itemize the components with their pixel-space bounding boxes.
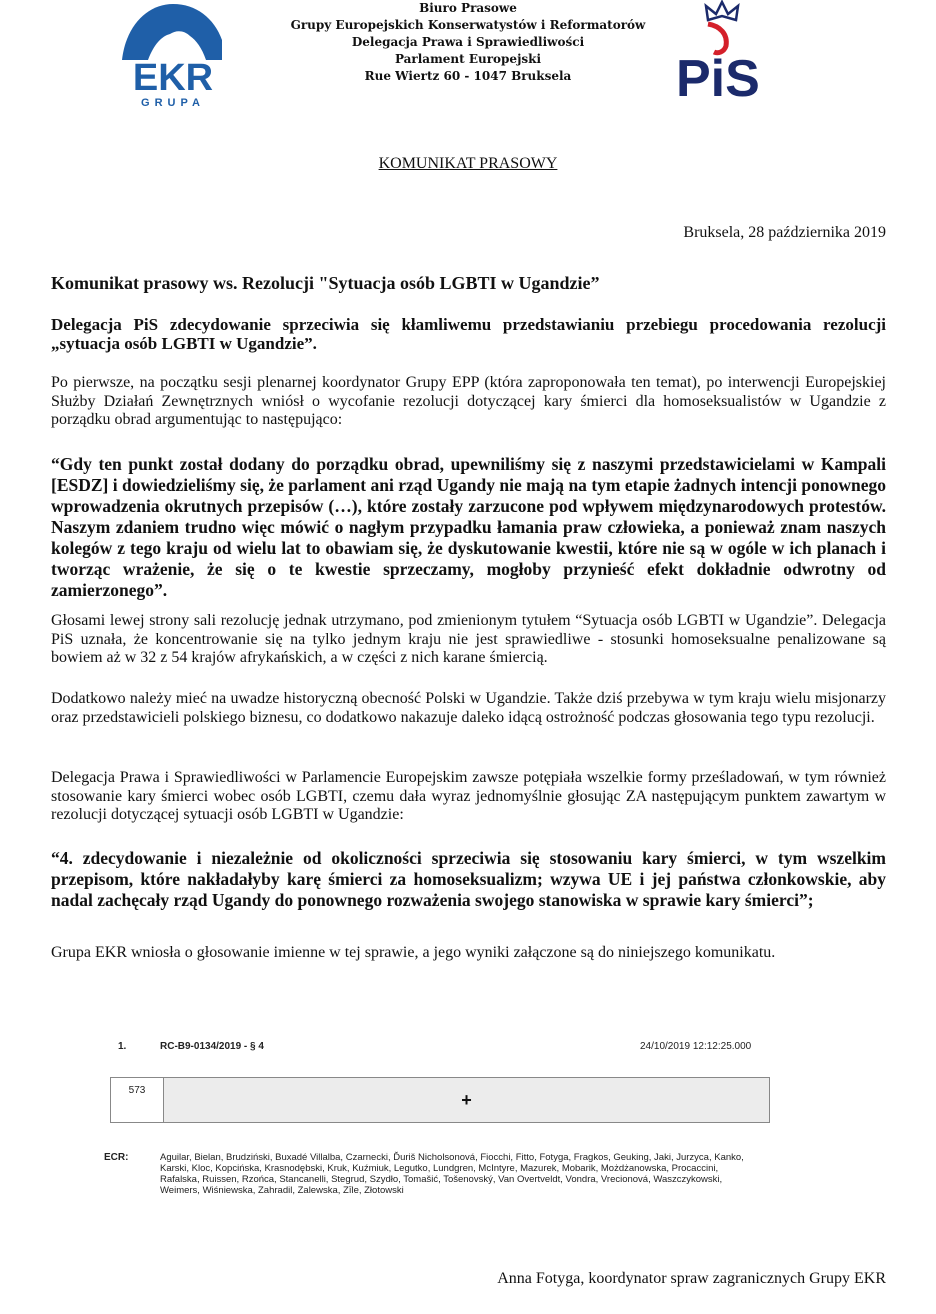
body-paragraph: Grupa EKR wniosła o głosowanie imienne w tej sprawie, a jego wyniki załączone są do niniejszego komunikatu. bbox=[51, 944, 776, 961]
vote-result-box bbox=[110, 1077, 770, 1123]
document-title: Komunikat prasowy ws. Rezolucji "Sytuacja osób LGBTI w Ugandzie” bbox=[51, 273, 600, 293]
body-paragraph: Głosami lewej strony sali rezolucję jednak utrzymano, pod zmienionym tytułem “Sytuacja osób LGBTI w Ugandzie”. Delegacja PiS uznała, że koncentrowanie się na tylko jednym kraju nie jest sprawiedliwe - stosunki homoseksualne penalizowane są bowiem aż w 32 z 54 krajów afrykańskich, a w części z nich karane śmiercią. bbox=[51, 612, 886, 666]
press-office-header bbox=[250, 0, 686, 85]
vote-group-label: ECR: bbox=[104, 1152, 129, 1163]
header-line: Parlament Europejski bbox=[394, 52, 542, 66]
vote-number: 1. bbox=[118, 1041, 127, 1052]
vote-reference: RC-B9-0134/2019 - § 4 bbox=[160, 1041, 264, 1052]
ekr-logo-subtext: GRUPA bbox=[141, 97, 205, 109]
vote-count: 573 bbox=[111, 1078, 164, 1122]
vote-group-members: Aguilar, Bielan, Brudziński, Buxadé Villalba, Czarnecki, Ďuriš Nicholsonová, Fiocchi, Fitto, Fotyga, Fragkos, Geuking, Jaki, Jurzyca, Kanko, Karski, Kloc, Kopcińska, Krasnodębski, Kruk, Kuźmiuk, Legutko, Lundgren, McIntyre, Mazurek, Mobarik, Możdżanowska, Procaccini, Rafalska, Ruissen, Rzońca, Stancanelli, Stegrud, Szydło, Tomašić, Tošenovský, Van Overtveldt, Vondra, Vrecionová, Waszczykowski, Weimers, Wiśniewska, Zahradil, Zalewska, Zīle, Złotowski bbox=[160, 1152, 744, 1196]
document-date: Bruksela, 28 października 2019 bbox=[683, 224, 886, 241]
signature: Anna Fotyga, koordynator spraw zagranicznych Grupy EKR bbox=[497, 1270, 886, 1287]
pis-logo bbox=[668, 0, 774, 104]
ekr-logo-text: EKR bbox=[132, 57, 214, 99]
ekr-logo bbox=[118, 0, 228, 110]
quote-paragraph: “4. zdecydowanie i niezależnie od okoliczności sprzeciwia się stosowaniu kary śmierci, w tym wszelkim przepisom, które nakładałyby karę śmierci za homoseksualizm; wzywa UE i jej państwa członkowskie, aby nadal zachęcały rząd Ugandy do ponownego rozważenia swojego stanowiska w sprawie kary śmierci”; bbox=[51, 848, 886, 910]
document-type: KOMUNIKAT PRASOWY bbox=[378, 155, 558, 172]
pis-logo-text: PiS bbox=[676, 50, 760, 104]
quote-paragraph: “Gdy ten punkt został dodany do porządku obrad, upewniliśmy się z naszymi przedstawicielami w Kampali [ESDZ] i dowiedzieliśmy się, że parlament ani rząd Ugandy nie mają na tym etapie żadnych intencji ponownego wprowadzenia okrutnych przepisów (…), które zostały zarzucone pod wpływem międzynarodowych protestów. Naszym zdaniem trudno więc mówić o nagłym przypadku łamania praw człowieka, a ponieważ znam naszych kolegów z tego kraju od wielu lat to obawiam się, że dyskutowanie kwestii, które nie są w ogóle w ich planach i tworząc wrażenie, że się o te kwestie sprzeczamy, mogłoby przynieść efekt dokładnie odwrotny od zamierzonego”. bbox=[51, 454, 886, 600]
lead-paragraph: Delegacja PiS zdecydowanie sprzeciwia się kłamliwemu przedstawianiu przebiegu procedowania rezolucji „sytuacja osób LGBTI w Ugandzie”. bbox=[51, 315, 886, 353]
body-paragraph: Delegacja Prawa i Sprawiedliwości w Parlamencie Europejskim zawsze potępiała wszelkie formy prześladowań, w tym również stosowanie kary śmierci wobec osób LGBTI, czemu dała wyraz jednomyślnie głosując ZA następującym punktem zawartym w rezolucji dotyczącej sytuacji osób LGBTI w Ugandzie: bbox=[51, 769, 886, 823]
header-line: Biuro Prasowe bbox=[419, 1, 517, 15]
vote-timestamp: 24/10/2019 12:12:25.000 bbox=[640, 1041, 752, 1052]
header-line: Rue Wiertz 60 - 1047 Bruksela bbox=[364, 69, 572, 83]
body-paragraph: Po pierwsze, na początku sesji plenarnej koordynator Grupy EPP (która zaproponowała ten temat), po interwencji Europejskiej Służby Działań Zewnętrznych wniósł o wycofanie rezolucji dotyczącej kary śmierci dla homoseksualistów w Ugandzie z porządku obrad argumentując to następująco: bbox=[51, 374, 886, 428]
vote-result-sign: + bbox=[164, 1078, 769, 1122]
header-line: Delegacja Prawa i Sprawiedliwości bbox=[351, 35, 585, 49]
header-line: Grupy Europejskich Konserwatystów i Reformatorów bbox=[290, 18, 646, 32]
body-paragraph: Dodatkowo należy mieć na uwadze historyczną obecność Polski w Ugandzie. Także dziś przebywa w tym kraju wielu misjonarzy oraz przedstawicieli polskiego biznesu, co dodatkowo nakazuje daleko idącą ostrożność podczas głosowania tego typu rezolucji. bbox=[51, 690, 886, 726]
crown-icon bbox=[706, 2, 738, 20]
